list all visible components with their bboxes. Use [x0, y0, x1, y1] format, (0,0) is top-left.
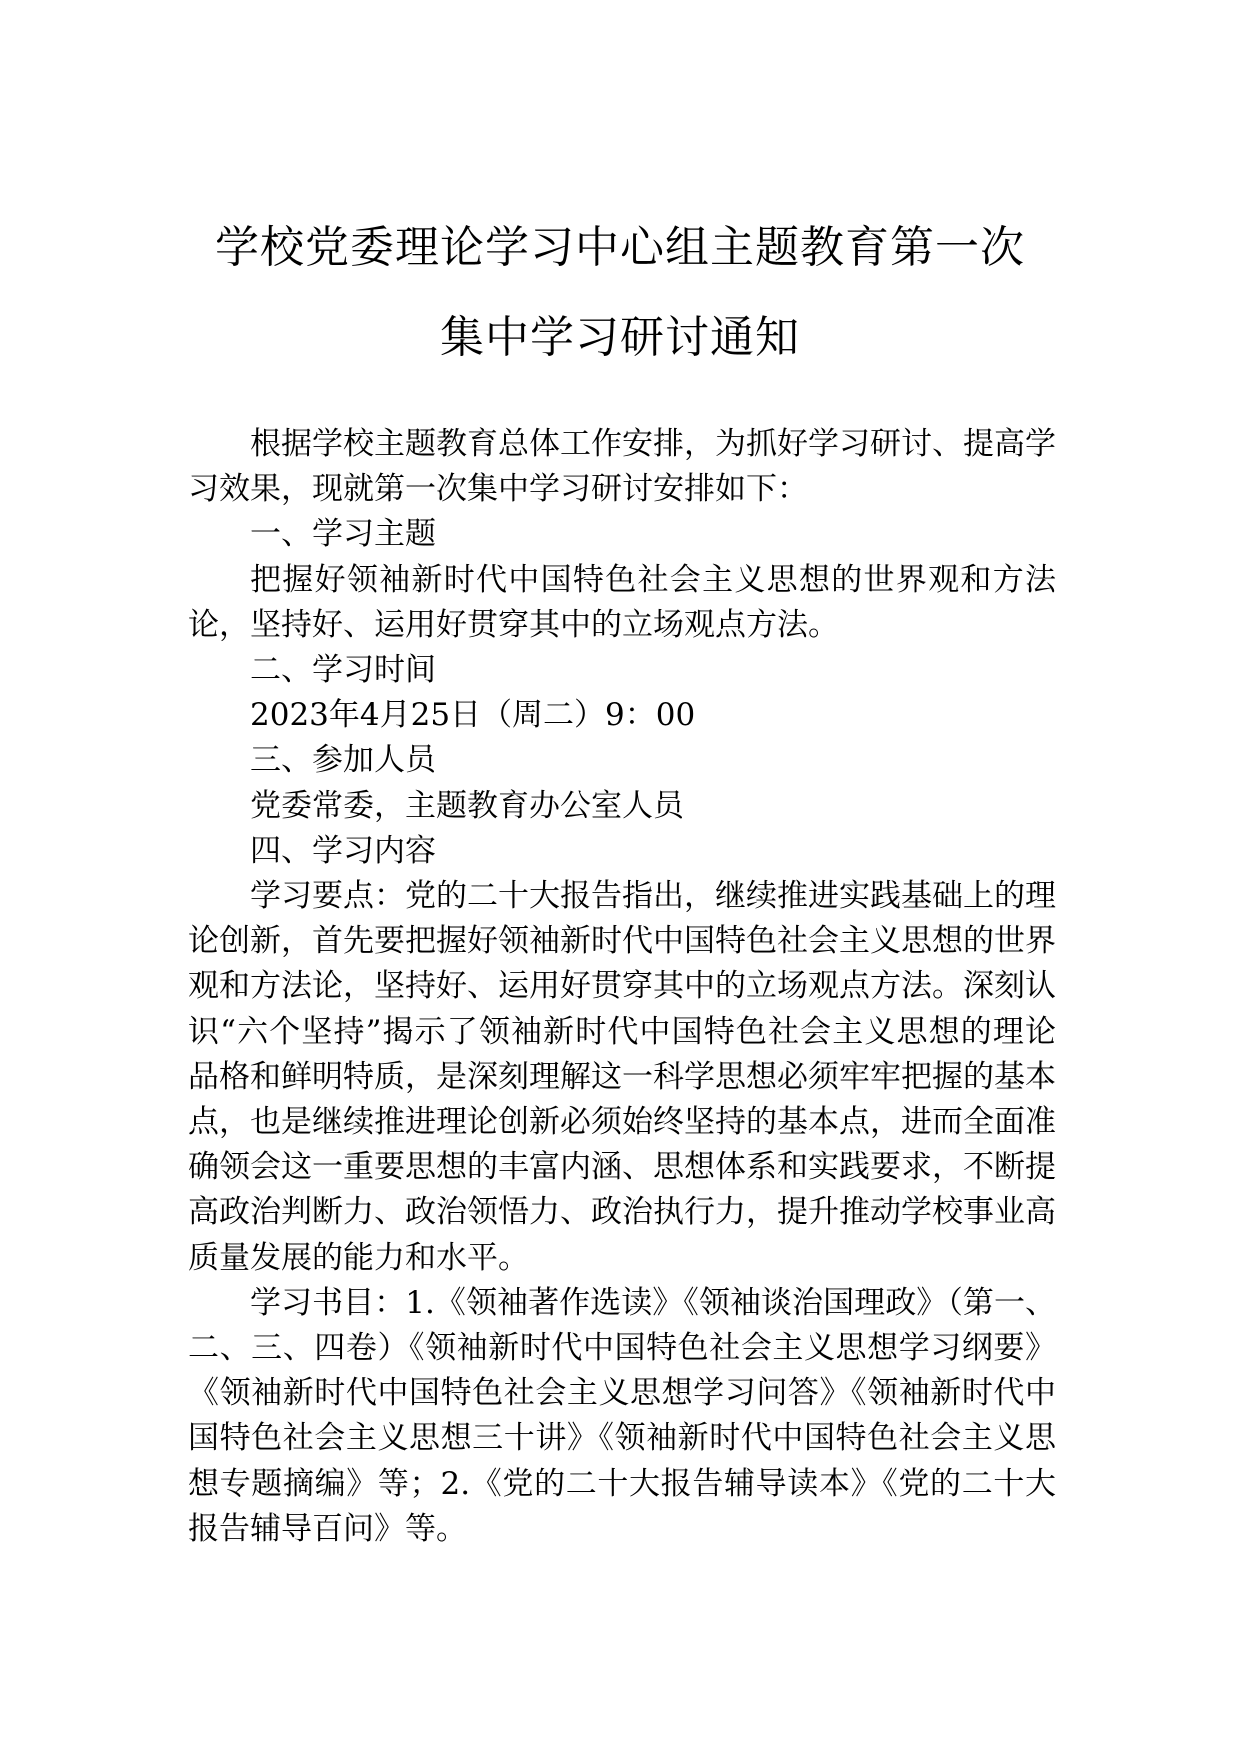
document-title-line-1: 学校党委理论学习中心组主题教育第一次 [215, 222, 1025, 273]
intro-paragraph: 根据学校主题教育总体工作安排，为抓好学习研讨、提高学习效果，现就第一次集中学习研讨安排如下： [188, 426, 1056, 508]
section-heading-study-content: 四、学习内容 [250, 832, 436, 869]
section-heading-participants: 三、参加人员 [250, 742, 436, 779]
participants-paragraph: 党委常委，主题教育办公室人员 [250, 787, 684, 824]
study-time-paragraph: 2023年4月25日（周二）9：00 [250, 697, 696, 734]
study-theme-paragraph: 把握好领袖新时代中国特色社会主义思想的世界观和方法论，坚持好、运用好贯穿其中的立场观点方法。 [188, 561, 1056, 643]
reading-list-paragraph: 学习书目：1.《领袖著作选读》《领袖谈治国理政》（第一、二、三、四卷）《领袖新时代中国特色社会主义思想学习纲要》《领袖新时代中国特色社会主义思想学习问答》《领袖新时代中国特色社会主义思想三十讲》《领袖新时代中国特色社会主义思想专题摘编》等；2.《党的二十大报告辅导读本》《党的二十大报告辅导百问》等。 [188, 1284, 1056, 1547]
document-title-line-2: 集中学习研讨通知 [440, 312, 800, 363]
section-heading-study-theme: 一、学习主题 [250, 516, 436, 553]
study-points-paragraph: 学习要点：党的二十大报告指出，继续推进实践基础上的理论创新，首先要把握好领袖新时代中国特色社会主义思想的世界观和方法论，坚持好、运用好贯穿其中的立场观点方法。深刻认识“六个坚持”揭示了领袖新时代中国特色社会主义思想的理论品格和鲜明特质，是深刻理解这一科学思想必须牢牢把握的基本点，也是继续推进理论创新必须始终坚持的基本点，进而全面准确领会这一重要思想的丰富内涵、思想体系和实践要求，不断提高政治判断力、政治领悟力、政治执行力，提升推动学校事业高质量发展的能力和水平。 [188, 878, 1056, 1276]
document-body [188, 422, 1056, 1552]
section-heading-study-time: 二、学习时间 [250, 652, 436, 689]
